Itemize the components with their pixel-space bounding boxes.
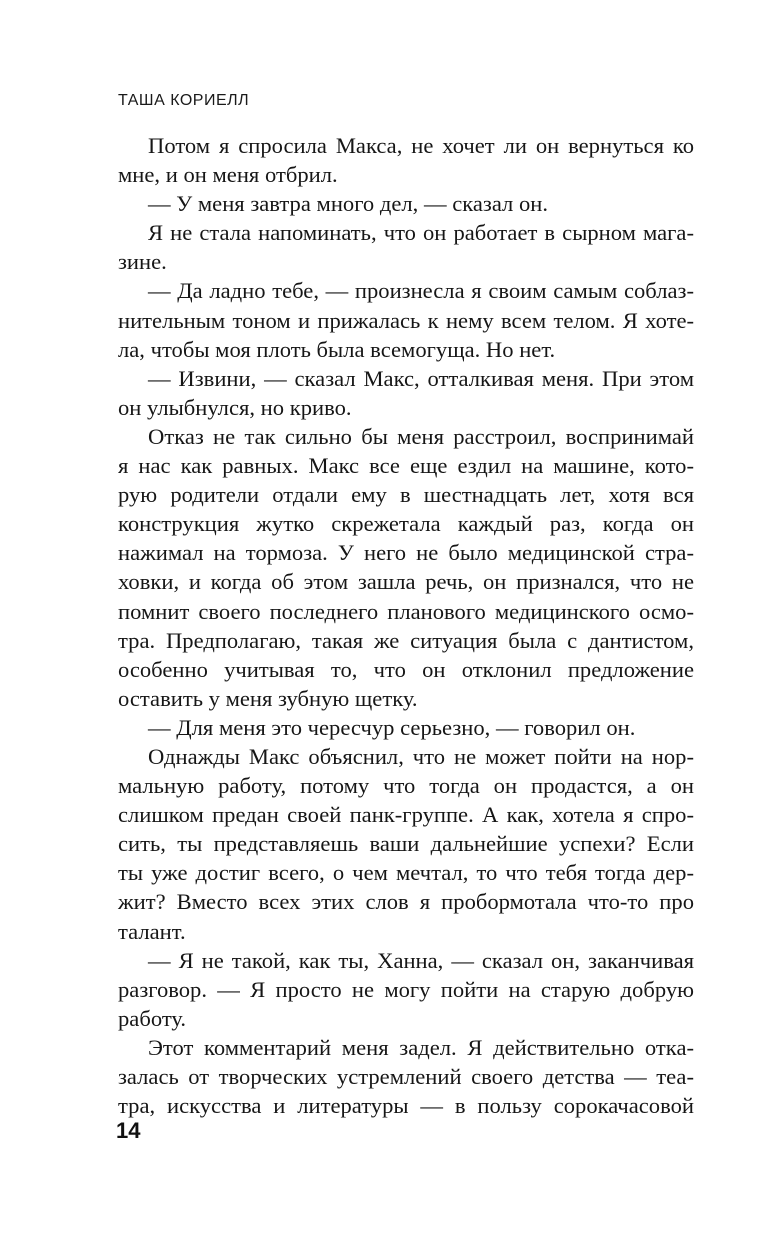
text-line: конструкция жутко скрежетала каждый раз, когда он xyxy=(118,511,694,537)
text-line: — Извини, — сказал Макс, отталкивая меня. При этом xyxy=(148,365,694,391)
text-line: залась от творческих устремлений своего детства — теа- xyxy=(118,1064,694,1089)
text-line: Отказ не так сильно бы меня расстроил, воспринимай xyxy=(148,423,694,449)
text-line: нительным тоном и прижалась к нему всем телом. Я хоте- xyxy=(118,307,694,333)
text-line: сить, ты представляешь ваши дальнейшие успехи? Если xyxy=(118,831,694,857)
text-line: я нас как равных. Макс все еще ездил на машине, кото- xyxy=(118,453,694,479)
text-line: ла, чтобы моя плоть была всемогуща. Но нет. xyxy=(118,336,556,362)
text-line: тра, искусства и литературы — в пользу сорокачасовой xyxy=(118,1093,694,1119)
text-line: рую родители отдали ему в шестнадцать лет, хотя вся xyxy=(118,482,694,508)
text-line: — Да ладно тебе, — произнесла я своим самым соблаз- xyxy=(148,278,694,304)
text-line: особенно учитывая то, что он отклонил предложение xyxy=(118,656,694,682)
text-line: мне, и он меня отбрил. xyxy=(118,162,338,188)
running-head: ТАША КОРИЕЛЛ xyxy=(118,92,250,109)
text-line: талант. xyxy=(118,918,186,944)
text-line: жит? Вместо всех этих слов я пробормотала что-то про xyxy=(118,889,694,915)
text-line: нажимал на тормоза. У него не было медицинской стра- xyxy=(118,540,694,566)
text-line: помнит своего последнего планового медицинского осмо- xyxy=(118,598,694,624)
text-line: Этот комментарий меня задел. Я действительно отка- xyxy=(148,1034,694,1060)
text-line: — Я не такой, как ты, Ханна, — сказал он, заканчивая xyxy=(148,947,694,973)
text-line: мальную работу, потому что тогда он продастся, а он xyxy=(118,773,694,799)
text-line: Потом я спросила Макса, не хочет ли он вернуться ко xyxy=(148,133,694,158)
text-line: работу. xyxy=(118,1005,187,1031)
text-line: разговор. — Я просто не могу пойти на старую добрую xyxy=(118,976,694,1002)
text-line: — Для меня это чересчур серьезно, — говорил он. xyxy=(148,714,636,740)
text-line: ховки, и когда об этом зашла речь, он признался, что не xyxy=(118,569,694,595)
text-line: слишком предан своей панк-группе. А как, хотела я спро- xyxy=(118,802,694,828)
body-text xyxy=(118,131,694,1120)
page-number: 14 xyxy=(116,1118,141,1143)
text-line: ты уже достиг всего, о чем мечтал, то что тебя тогда дер- xyxy=(118,860,694,886)
text-line: — У меня завтра много дел, — сказал он. xyxy=(148,191,549,217)
text-line: зине. xyxy=(118,249,167,275)
text-line: тра. Предполагаю, такая же ситуация была с дантистом, xyxy=(118,627,694,653)
text-line: Однажды Макс объяснил, что не может пойти на нор- xyxy=(148,743,694,769)
text-line: он улыбнулся, но криво. xyxy=(118,394,352,420)
text-line: оставить у меня зубную щетку. xyxy=(118,685,418,711)
text-line: Я не стала напоминать, что он работает в сырном мага- xyxy=(148,220,694,246)
